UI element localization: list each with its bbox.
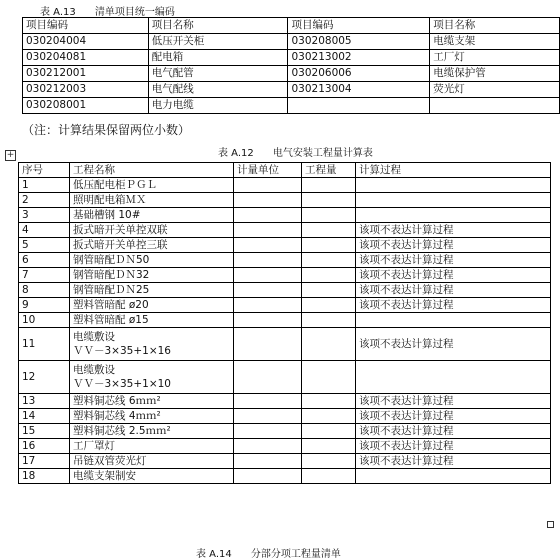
table-a12-cell-no: 4 [19, 223, 70, 238]
table-a12-cell-no: 5 [19, 238, 70, 253]
table-a12-row [19, 208, 551, 223]
table-a12-cell-name: 工厂罩灯 [70, 439, 234, 454]
table-a12-cell-name: 低压配电柜ＰＧＬ [70, 178, 234, 193]
table-a12-cell-name: 电缆敷设 ＶＶ－3×35+1×10 [70, 361, 234, 394]
table-a12-cell-calc: 该项不表达计算过程 [356, 454, 551, 469]
table-a12-cell-no: 7 [19, 268, 70, 283]
table-a12-cell-name: 扳式暗开关单控三联 [70, 238, 234, 253]
table-a12-cell-calc: 该项不表达计算过程 [356, 283, 551, 298]
table-a12-cell-no: 12 [19, 361, 70, 394]
table-a12-cell-qty [302, 439, 356, 454]
table-a12-cell-unit [234, 178, 302, 193]
table-a12 [18, 162, 551, 484]
table-a12-cell-qty [302, 469, 356, 484]
table-a13-row [23, 66, 560, 82]
table-a12-header-unit: 计量单位 [234, 163, 302, 178]
table-a13-cell-code-1: 030208001 [23, 98, 149, 114]
table-a12-row [19, 238, 551, 253]
table-a12-cell-unit [234, 424, 302, 439]
table-a12-cell-qty [302, 298, 356, 313]
table-a12-row [19, 394, 551, 409]
table-a12-cell-qty [302, 394, 356, 409]
table-a12-cell-unit [234, 238, 302, 253]
table-a13-header-code-2: 项目编码 [288, 18, 430, 34]
table-a13-cell-name-1: 电气配线 [148, 82, 288, 98]
table-a12-cell-unit [234, 313, 302, 328]
table-a12-cell-calc [356, 193, 551, 208]
table-a13-cell-name-2: 电缆保护管 [430, 66, 560, 82]
table-a12-cell-calc: 该项不表达计算过程 [356, 394, 551, 409]
table-a13-cell-name-2: 荧光灯 [430, 82, 560, 98]
table-a13-cell-code-2: 030208005 [288, 34, 430, 50]
table-a13-cell-code-2: 030213002 [288, 50, 430, 66]
table-a12-cell-no: 15 [19, 424, 70, 439]
table-a12-cell-no: 1 [19, 178, 70, 193]
table-a12-cell-no: 2 [19, 193, 70, 208]
table-a12-cell-no: 10 [19, 313, 70, 328]
table-a12-row [19, 253, 551, 268]
table-a12-row [19, 424, 551, 439]
table-a12-cell-unit [234, 193, 302, 208]
table-a13-cell-code-2: 030213004 [288, 82, 430, 98]
table-a12-cell-name: 钢管暗配ＤＮ50 [70, 253, 234, 268]
table-a12-cell-qty [302, 424, 356, 439]
table-a12-cell-no: 18 [19, 469, 70, 484]
table-a12-row [19, 283, 551, 298]
table-a12-cell-unit [234, 298, 302, 313]
table-a13 [22, 17, 560, 114]
table-a12-row [19, 178, 551, 193]
table-a12-cell-calc: 该项不表达计算过程 [356, 409, 551, 424]
table-a13-header-row [23, 18, 560, 34]
table-a13-cell-name-2: 电缆支架 [430, 34, 560, 50]
table-a12-cell-calc: 该项不表达计算过程 [356, 268, 551, 283]
table-a12-cell-calc: 该项不表达计算过程 [356, 238, 551, 253]
table-a12-header-calc: 计算过程 [356, 163, 551, 178]
table-a13-cell-code-1: 030212001 [23, 66, 149, 82]
table-a12-cell-qty [302, 208, 356, 223]
table-a13-cell-code-1: 030204004 [23, 34, 149, 50]
table-a12-cell-unit [234, 283, 302, 298]
table-a12-header-qty: 工程量 [302, 163, 356, 178]
table-a12-cell-unit [234, 268, 302, 283]
table-a13-header-code-1: 项目编码 [23, 18, 149, 34]
table-a13-cell-name-2 [430, 98, 560, 114]
table-a12-row [19, 313, 551, 328]
table-a13-cell-name-1: 配电箱 [148, 50, 288, 66]
table-a12-caption: 表 A.12 电气安装工程量计算表 [218, 148, 373, 159]
table-a12-cell-calc [356, 178, 551, 193]
table-a12-cell-qty [302, 238, 356, 253]
table-a12-cell-qty [302, 178, 356, 193]
table-a12-cell-qty [302, 328, 356, 361]
table-a12-cell-name: 塑料铜芯线 6ｍｍ² [70, 394, 234, 409]
table-a12-cell-calc: 该项不表达计算过程 [356, 439, 551, 454]
table-a12-cell-name: 塑料铜芯线 2.5ｍｍ² [70, 424, 234, 439]
table-a12-cell-unit [234, 394, 302, 409]
table-a13-row [23, 98, 560, 114]
table-a12-cell-unit [234, 253, 302, 268]
table-a13-body [23, 34, 560, 114]
table-a12-cell-calc [356, 313, 551, 328]
table-a13-header-name-2: 项目名称 [430, 18, 560, 34]
table-a12-cell-name: 钢管暗配ＤＮ32 [70, 268, 234, 283]
table-a12-cell-qty [302, 361, 356, 394]
table-a12-cell-qty [302, 268, 356, 283]
move-anchor-icon[interactable]: + [6, 150, 15, 160]
table-a12-row [19, 298, 551, 313]
table-a12-cell-unit [234, 361, 302, 394]
table-a12-cell-calc [356, 208, 551, 223]
table-a12-cell-unit [234, 208, 302, 223]
table-a12-cell-no: 16 [19, 439, 70, 454]
table-a13-caption: 表 A.13 清单项目统一编码 [40, 7, 175, 18]
table-a12-row [19, 268, 551, 283]
table-a13-header-name-1: 项目名称 [148, 18, 288, 34]
table-a12-cell-name: 塑料铜芯线 4ｍｍ² [70, 409, 234, 424]
table-a12-cell-name: 电缆支架制安 [70, 469, 234, 484]
calculation-note: （注：计算结果保留两位小数） [22, 123, 191, 137]
table-a12-cell-calc: 该项不表达计算过程 [356, 253, 551, 268]
table-a12-cell-qty [302, 409, 356, 424]
table-a12-body [19, 178, 551, 484]
table-a12-cell-calc: 该项不表达计算过程 [356, 328, 551, 361]
table-a14-caption: 表 A.14 分部分项工程量清单 [196, 549, 341, 560]
table-a12-cell-unit [234, 328, 302, 361]
table-a12-cell-qty [302, 454, 356, 469]
table-a13-cell-name-1: 电气配管 [148, 66, 288, 82]
table-a12-cell-name: 基础槽钢 10# [70, 208, 234, 223]
table-a12-row [19, 409, 551, 424]
table-a13-cell-name-1: 低压开关柜 [148, 34, 288, 50]
table-a12-cell-qty [302, 313, 356, 328]
table-a12-cell-name: 钢管暗配ＤＮ25 [70, 283, 234, 298]
table-a12-cell-name: 塑料管暗配 ø15 [70, 313, 234, 328]
table-a12-cell-no: 8 [19, 283, 70, 298]
table-a12-cell-name: 扳式暗开关单控双联 [70, 223, 234, 238]
table-a13-cell-code-2: 030206006 [288, 66, 430, 82]
table-a12-cell-no: 11 [19, 328, 70, 361]
table-a12-cell-no: 14 [19, 409, 70, 424]
table-a12-cell-no: 9 [19, 298, 70, 313]
table-a12-cell-unit [234, 469, 302, 484]
table-a12-cell-no: 13 [19, 394, 70, 409]
table-a12-row [19, 328, 551, 361]
table-a13-cell-name-2: 工厂灯 [430, 50, 560, 66]
table-a13-cell-name-1: 电力电缆 [148, 98, 288, 114]
table-a12-cell-name: 吊链双管荧光灯 [70, 454, 234, 469]
table-a12-row [19, 223, 551, 238]
table-a12-cell-calc: 该项不表达计算过程 [356, 223, 551, 238]
table-a12-row [19, 454, 551, 469]
table-a12-cell-unit [234, 454, 302, 469]
table-a13-row [23, 34, 560, 50]
table-a12-row [19, 469, 551, 484]
table-a12-cell-qty [302, 223, 356, 238]
table-a12-cell-unit [234, 409, 302, 424]
table-a13-cell-code-1: 030204081 [23, 50, 149, 66]
table-a12-cell-name: 电缆敷设 ＶＶ－3×35+1×16 [70, 328, 234, 361]
table-a12-cell-calc [356, 361, 551, 394]
table-a12-cell-unit [234, 439, 302, 454]
table-a12-row [19, 193, 551, 208]
table-a12-header-row [19, 163, 551, 178]
table-a12-header-no: 序号 [19, 163, 70, 178]
table-resize-handle[interactable] [547, 521, 554, 528]
table-a12-cell-qty [302, 193, 356, 208]
table-a12-cell-no: 6 [19, 253, 70, 268]
table-a12-cell-name: 塑料管暗配 ø20 [70, 298, 234, 313]
table-a12-cell-calc: 该项不表达计算过程 [356, 424, 551, 439]
table-a12-cell-no: 3 [19, 208, 70, 223]
table-a12-cell-name: 照明配电箱ＭＸ [70, 193, 234, 208]
table-a13-row [23, 82, 560, 98]
table-a13-cell-code-2 [288, 98, 430, 114]
table-a13-row [23, 50, 560, 66]
table-a12-cell-no: 17 [19, 454, 70, 469]
table-a12-cell-qty [302, 253, 356, 268]
table-a12-row [19, 439, 551, 454]
table-a12-cell-calc: 该项不表达计算过程 [356, 298, 551, 313]
table-a12-row [19, 361, 551, 394]
table-a12-header-name: 工程名称 [70, 163, 234, 178]
table-a13-cell-code-1: 030212003 [23, 82, 149, 98]
table-a12-cell-qty [302, 283, 356, 298]
table-a12-cell-unit [234, 223, 302, 238]
table-a12-cell-calc [356, 469, 551, 484]
